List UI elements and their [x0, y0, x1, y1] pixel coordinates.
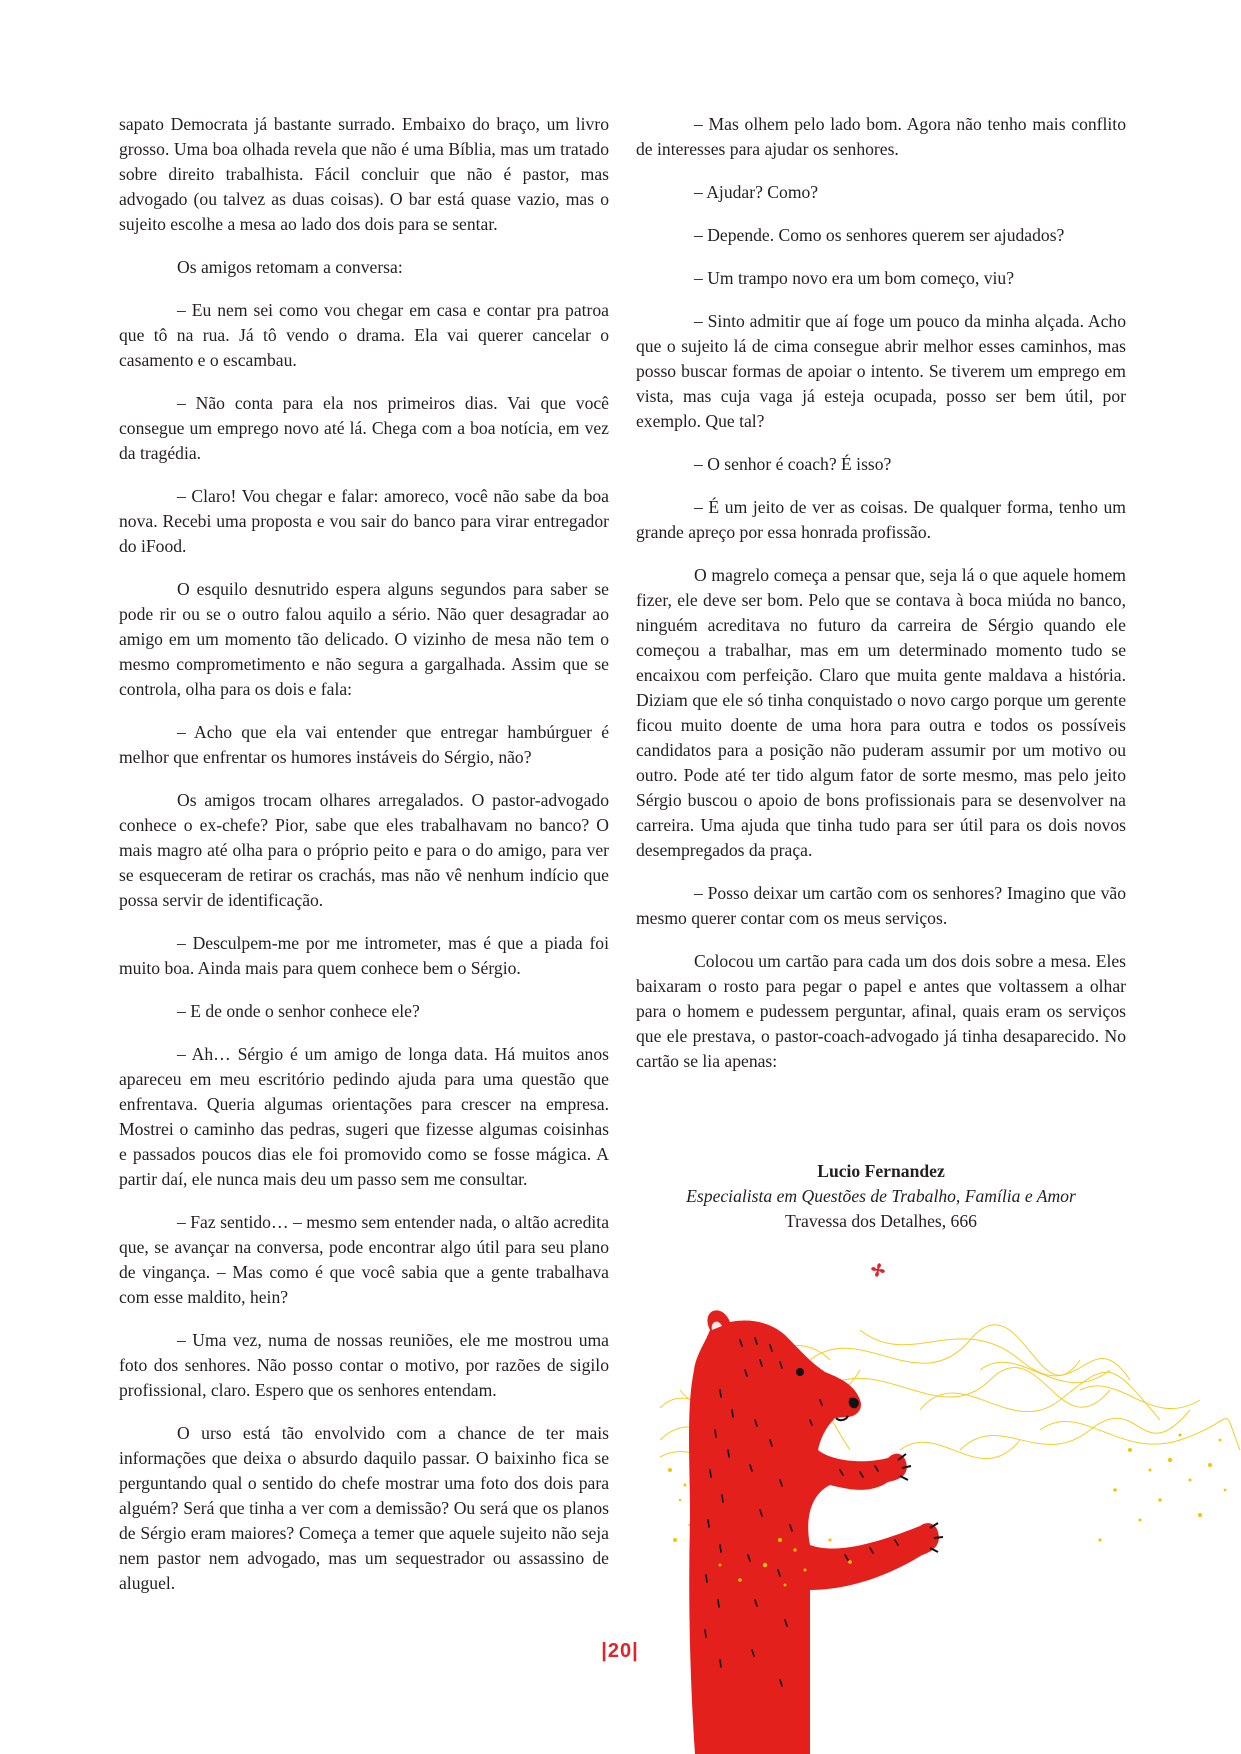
red-bear-illustration [660, 1300, 1241, 1754]
left-column-paragraph: – Eu nem sei como vou chegar em casa e contar pra patroa que tô na rua. Já tô vendo o drama. Ela vai querer cancelar o casamento e o escambau. [119, 300, 609, 370]
card-role: Especialista em Questões de Trabalho, Família e Amor [686, 1186, 1076, 1206]
left-column-paragraph: – Claro! Vou chegar e falar: amoreco, você não sabe da boa nova. Recebi uma proposta e vou sair do banco para virar entregador do iFood. [119, 486, 609, 556]
left-column-paragraph: – E de onde o senhor conhece ele? [177, 1001, 420, 1021]
left-column-paragraph: – Não conta para ela nos primeiros dias. Vai que você consegue um emprego novo até lá. Chega com a boa notícia, em vez da tragédia. [119, 393, 609, 463]
left-text-column [119, 112, 609, 1614]
right-column-paragraph: – Posso deixar um cartão com os senhores? Imagino que vão mesmo querer contar com os meus serviços. [636, 883, 1126, 928]
right-column-paragraph: – Mas olhem pelo lado bom. Agora não tenho mais conflito de interesses para ajudar os senhores. [636, 114, 1126, 159]
left-column-paragraph: O esquilo desnutrido espera alguns segundos para saber se pode rir ou se o outro falou aquilo a sério. Não quer desagradar ao amigo em um momento tão delicado. O vizinho de mesa não tem o mesmo comprometimento e não segura a gargalhada. Assim que se controla, olha para os dois e fala: [119, 579, 609, 699]
left-column-paragraph: – Acho que ela vai entender que entregar hambúrguer é melhor que enfrentar os humores instáveis do Sérgio, não? [119, 722, 609, 767]
right-column-paragraph: – Sinto admitir que aí foge um pouco da minha alçada. Acho que o sujeito lá de cima consegue abrir melhor esses caminhos, mas posso buscar formas de apoiar o intento. Se tiverem um emprego em vista, mas cuja vaga já esteja ocupada, posso ser bem útil, por exemplo. Que tal? [636, 311, 1126, 431]
right-column-paragraph: O magrelo começa a pensar que, seja lá o que aquele homem fizer, ele deve ser bom. Pelo que se contava à boca miúda no banco, ninguém acreditava no futuro da carreira de Sérgio quando ele começou a trabalhar, mas em um determinado momento tudo se encaixou com perfeição. Claro que muita gente maldava a história. Diziam que ele só tinha conquistado o novo cargo porque um gerente ficou muito doente de uma hora para outra e todos os possíveis candidatos para a posição não puderam assumir por um motivo ou outro. Pode até ter tido algum fator de sorte mesmo, mas pelo jeito Sérgio buscou o apoio de bons profissionais para se desenvolver na carreira. Uma ajuda que tinha tudo para ser útil para os dois novos desempregados da praça. [636, 565, 1126, 860]
left-column-paragraph: O urso está tão envolvido com a chance de ter mais informações que deixa o absurdo daquilo passar. O baixinho fica se perguntando qual o sentido do chefe mostrar uma foto dos dois para alguém? Será que tinha a ver com a demissão? Ou será que os planos de Sérgio eram maiores? Começa a temer que aquele sujeito não seja nem pastor nem advogado, mas um sequestrador ou assassino de aluguel. [119, 1423, 609, 1593]
left-column-paragraph: – Faz sentido… – mesmo sem entender nada, o altão acredita que, se avançar na conversa, pode encontrar algo útil para seu plano de vingança. – Mas como é que você sabia que a gente trabalhava com esse maldito, hein? [119, 1212, 609, 1307]
card-address: Travessa dos Detalhes, 666 [785, 1211, 977, 1231]
left-column-paragraph: sapato Democrata já bastante surrado. Embaixo do braço, um livro grosso. Uma boa olhada revela que não é uma Bíblia, mas um tratado sobre direito trabalhista. Fácil concluir que não é pastor, mas advogado (ou talvez as duas coisas). O bar está quase vazio, mas o sujeito escolhe a mesa ao lado dos dois para se sentar. [119, 114, 609, 234]
business-card-text [636, 1159, 1126, 1234]
left-column-paragraph: Os amigos retomam a conversa: [177, 257, 403, 277]
right-column-paragraph: – Ajudar? Como? [694, 182, 819, 202]
left-column-paragraph: – Desculpem-me por me intrometer, mas é que a piada foi muito boa. Ainda mais para quem conhece bem o Sérgio. [119, 933, 609, 978]
left-column-paragraph: – Uma vez, numa de nossas reuniões, ele me mostrou uma foto dos senhores. Não posso contar o motivo, por razões de sigilo profissional, claro. Espero que os senhores entendam. [119, 1330, 609, 1400]
right-column-paragraph: – É um jeito de ver as coisas. De qualquer forma, tenho um grande apreço por essa honrada profissão. [636, 497, 1126, 542]
card-name: Lucio Fernandez [817, 1161, 945, 1181]
bear-body [689, 1310, 943, 1754]
right-column-paragraph: – O senhor é coach? É isso? [694, 454, 892, 474]
page-number: |20| [601, 1640, 639, 1662]
left-column-paragraph: Os amigos trocam olhares arregalados. O pastor-advogado conhece o ex-chefe? Pior, sabe que eles trabalhavam no banco? O mais magro até olha para o próprio peito e para o do amigo, para ver se esqueceram de retirar os crachás, mas não vê nenhum indício que possa servir de identificação. [119, 790, 609, 910]
right-column-paragraph: – Depende. Como os senhores querem ser ajudados? [694, 225, 1065, 245]
pinwheel-flower-icon [867, 1259, 889, 1281]
right-text-column [636, 112, 1126, 1092]
right-column-paragraph: – Um trampo novo era um bom começo, viu? [694, 268, 1015, 288]
left-column-paragraph: – Ah… Sérgio é um amigo de longa data. Há muitos anos apareceu em meu escritório pedindo ajuda para uma questão que enfrentava. Queria algumas orientações para crescer na empresa. Mostrei o caminho das pedras, sugeri que fizesse algumas coisinhas e passados poucos dias ele foi promovido como se fosse mágica. A partir daí, ele nunca mais deu um passo sem me consultar. [119, 1044, 609, 1189]
right-column-paragraph: Colocou um cartão para cada um dos dois sobre a mesa. Eles baixaram o rosto para pegar o papel e antes que voltassem a olhar para o homem e pudessem perguntar, afinal, quais eram os serviços que ele prestava, o pastor-coach-advogado já tinha desaparecido. No cartão se lia apenas: [636, 951, 1126, 1071]
